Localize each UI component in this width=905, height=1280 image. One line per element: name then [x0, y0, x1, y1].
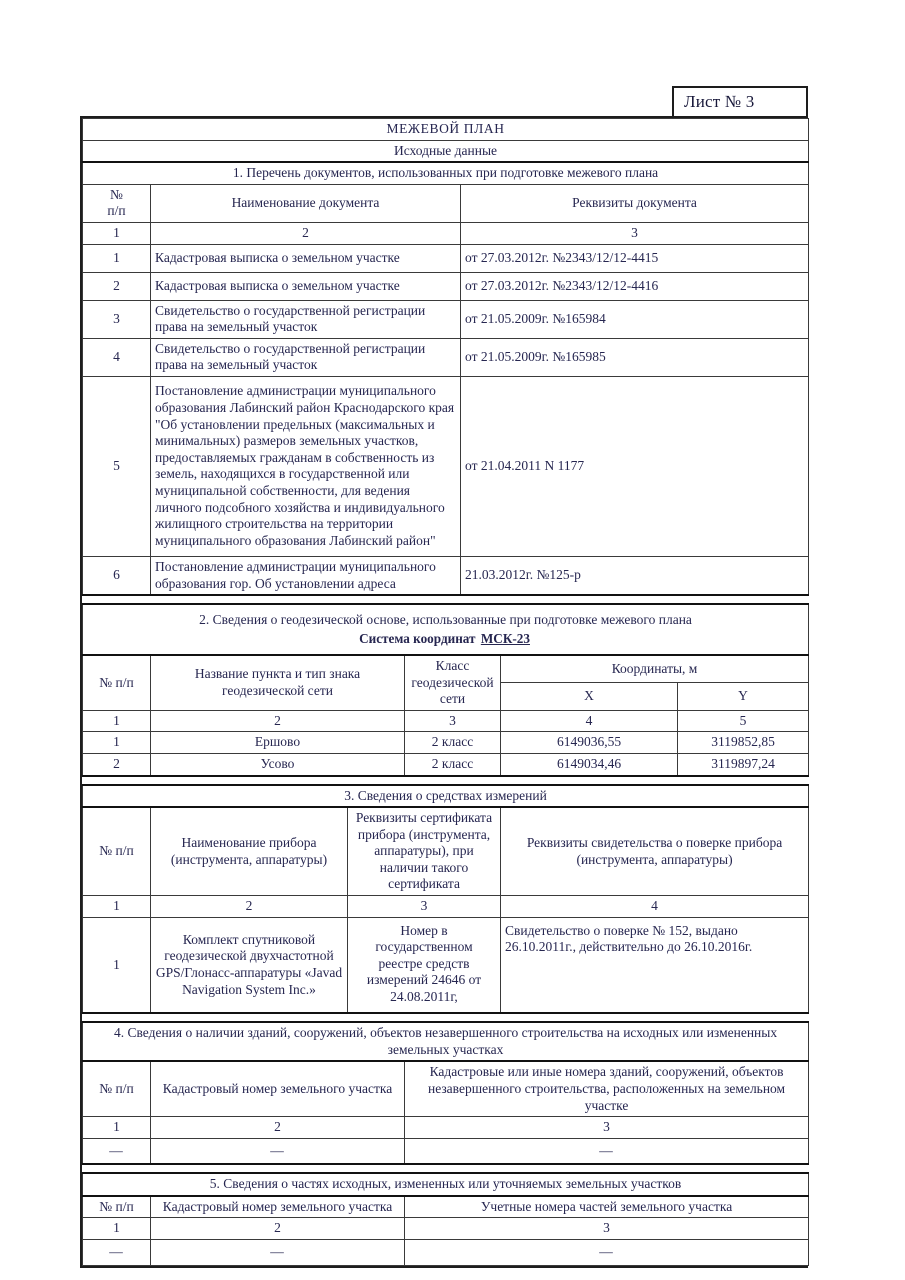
section1-row4-no: 4 — [83, 338, 151, 376]
coordinate-system-label: Система координат — [359, 630, 476, 646]
section2-colnum-row — [83, 710, 809, 732]
document-subtitle-row — [83, 140, 809, 162]
page-title: МЕЖЕВОЙ ПЛАН — [83, 119, 809, 141]
section2-row1-x: 6149036,55 — [501, 732, 678, 754]
section1-col-no-line2: п/п — [107, 203, 126, 219]
section2-row2-point: Усово — [151, 753, 405, 775]
section2-row2-no: 2 — [83, 753, 151, 775]
section1-colnum-3: 3 — [461, 222, 809, 244]
section2-col-y-header: Y — [678, 683, 809, 710]
section-divider — [83, 1164, 809, 1173]
section3-colnum-3: 3 — [348, 896, 501, 918]
section3-col-no-header: № п/п — [83, 807, 151, 895]
section1-row1-name: Кадастровая выписка о земельном участке — [151, 244, 461, 272]
table-row — [83, 300, 809, 338]
section1-row3-no: 3 — [83, 300, 151, 338]
section1-row6-no: 6 — [83, 556, 151, 595]
table-row — [83, 1240, 809, 1266]
section1-row3-name: Свидетельство о государственной регистрации права на земельный участок — [151, 300, 461, 338]
section1-colnum-2: 2 — [151, 222, 461, 244]
section3-colnum-2: 2 — [151, 896, 348, 918]
section2-colnum-4: 4 — [501, 710, 678, 732]
section5-row1-no: — — [83, 1240, 151, 1266]
section5-colnum-2: 2 — [151, 1218, 405, 1240]
section1-colnum-row — [83, 222, 809, 244]
table-row — [83, 376, 809, 556]
section4-col-objects-header: Кадастровые или иные номера зданий, сооружений, объектов незавершенного строительства, расположенных на земельном участке — [405, 1061, 809, 1116]
table-row — [83, 732, 809, 754]
section3-col-cert-header: Реквизиты сертификата прибора (инструмента, аппаратуры), при наличии такого сертификата — [348, 807, 501, 895]
document-title-row — [83, 119, 809, 141]
section2-row1-y: 3119852,85 — [678, 732, 809, 754]
section4-title-row — [83, 1022, 809, 1061]
section5-colnum-3: 3 — [405, 1218, 809, 1240]
section1-row5-name: Постановление администрации муниципального образования Лабинский район Краснодарского края "Об установлении предельных (максимальных и минимальных) размеров земельных участков, предоставляемых гражданам в собственность из земель, находящихся в государственной или муниципальной собственности, для ведения личного подсобного хозяйства и индивидуального жилищного строительства на территории муниципального образования Лабинский район" — [151, 376, 461, 556]
section2-col-no-header: № п/п — [83, 655, 151, 710]
section2-colnum-3: 3 — [405, 710, 501, 732]
section1-title-row — [83, 162, 809, 184]
section2-row2-class: 2 класс — [405, 753, 501, 775]
table-row — [83, 917, 809, 1013]
section5-row1-cadastral: — — [151, 1240, 405, 1266]
section1-col-no-header — [83, 184, 151, 222]
section2-colnum-2: 2 — [151, 710, 405, 732]
section2-col-coords-header: Координаты, м — [501, 655, 809, 683]
section1-row3-req: от 21.05.2009г. №165984 — [461, 300, 809, 338]
section2-col-point-header: Название пункта и тип знака геодезической сети — [151, 655, 405, 710]
section2-row2-x: 6149034,46 — [501, 753, 678, 775]
document-table — [82, 118, 809, 1266]
section1-title: 1. Перечень документов, использованных при подготовке межевого плана — [83, 162, 809, 184]
section5-col-no-header: № п/п — [83, 1196, 151, 1218]
table-row — [83, 753, 809, 775]
section1-row6-name: Постановление администрации муниципального образования гор. Об установлении адреса — [151, 556, 461, 595]
section2-col-class-header: Класс геодезической сети — [405, 655, 501, 710]
section2-row2-y: 3119897,24 — [678, 753, 809, 775]
table-row — [83, 338, 809, 376]
section5-col-parts-header: Учетные номера частей земельного участка — [405, 1196, 809, 1218]
section4-row1-cadastral: — — [151, 1138, 405, 1164]
section3-col-verify-header: Реквизиты свидетельства о поверке прибора (инструмента, аппаратуры) — [501, 807, 809, 895]
section5-header-row — [83, 1196, 809, 1218]
section1-row1-no: 1 — [83, 244, 151, 272]
section4-colnum-2: 2 — [151, 1117, 405, 1139]
section1-row1-req: от 27.03.2012г. №2343/12/12-4415 — [461, 244, 809, 272]
section3-row1-verify: Свидетельство о поверке № 152, выдано 26.10.2011г., действительно до 26.10.2016г. — [501, 917, 809, 1013]
section3-colnum-row — [83, 896, 809, 918]
sheet-number-box — [672, 86, 808, 118]
section2-row1-point: Ершово — [151, 732, 405, 754]
section1-col-name-header: Наименование документа — [151, 184, 461, 222]
section3-row1-device: Комплект спутниковой геодезической двухчастотной GPS/Глонасс-аппаратуры «Javad Navigation System Inc.» — [151, 917, 348, 1013]
section3-colnum-4: 4 — [501, 896, 809, 918]
section3-row1-no: 1 — [83, 917, 151, 1013]
section5-colnum-1: 1 — [83, 1218, 151, 1240]
section2-row1-no: 1 — [83, 732, 151, 754]
coordinate-system — [93, 631, 798, 647]
section1-col-req-header: Реквизиты документа — [461, 184, 809, 222]
section2-colnum-1: 1 — [83, 710, 151, 732]
section1-row4-name: Свидетельство о государственной регистрации права на земельный участок — [151, 338, 461, 376]
section1-row2-req: от 27.03.2012г. №2343/12/12-4416 — [461, 272, 809, 300]
coordinate-system-value: МСК-23 — [480, 630, 530, 646]
section1-header-row — [83, 184, 809, 222]
main-document-frame — [80, 116, 808, 1268]
section1-row5-req: от 21.04.2011 N 1177 — [461, 376, 809, 556]
section1-row2-name: Кадастровая выписка о земельном участке — [151, 272, 461, 300]
section2-header-row — [83, 655, 809, 683]
section4-row1-objects: — — [405, 1138, 809, 1164]
page-subtitle: Исходные данные — [83, 140, 809, 162]
section5-title: 5. Сведения о частях исходных, измененных или уточняемых земельных участков — [83, 1173, 809, 1196]
section1-row4-req: от 21.05.2009г. №165985 — [461, 338, 809, 376]
section4-colnum-row — [83, 1117, 809, 1139]
section5-col-cadastral-header: Кадастровый номер земельного участка — [151, 1196, 405, 1218]
section1-row2-no: 2 — [83, 272, 151, 300]
section2-col-x-header: X — [501, 683, 678, 710]
table-row — [83, 272, 809, 300]
section4-title: 4. Сведения о наличии зданий, сооружений, объектов незавершенного строительства на исходных или измененных земельных участках — [83, 1022, 809, 1061]
section2-colnum-5: 5 — [678, 710, 809, 732]
section-divider — [83, 1013, 809, 1022]
section4-header-row — [83, 1061, 809, 1116]
table-row — [83, 244, 809, 272]
section5-row1-parts: — — [405, 1240, 809, 1266]
section3-title: 3. Сведения о средствах измерений — [83, 785, 809, 808]
section2-title-row — [83, 604, 809, 655]
section2-row1-class: 2 класс — [405, 732, 501, 754]
section-divider — [83, 776, 809, 785]
section3-header-row — [83, 807, 809, 895]
table-row — [83, 556, 809, 595]
section1-col-no-line1: № — [110, 186, 123, 202]
section4-col-no-header: № п/п — [83, 1061, 151, 1116]
section4-col-cadastral-header: Кадастровый номер земельного участка — [151, 1061, 405, 1116]
section3-col-device-header: Наименование прибора (инструмента, аппаратуры) — [151, 807, 348, 895]
section1-colnum-1: 1 — [83, 222, 151, 244]
section2-title: 2. Сведения о геодезической основе, использованные при подготовке межевого плана — [199, 612, 692, 628]
section4-colnum-3: 3 — [405, 1117, 809, 1139]
section-divider — [83, 595, 809, 604]
section4-row1-no: — — [83, 1138, 151, 1164]
section3-row1-cert: Номер в государственном реестре средств измерений 24646 от 24.08.2011г, — [348, 917, 501, 1013]
table-row — [83, 1138, 809, 1164]
section3-colnum-1: 1 — [83, 896, 151, 918]
section5-colnum-row — [83, 1218, 809, 1240]
section4-colnum-1: 1 — [83, 1117, 151, 1139]
section5-title-row — [83, 1173, 809, 1196]
section1-row5-no: 5 — [83, 376, 151, 556]
section1-row6-req: 21.03.2012г. №125-р — [461, 556, 809, 595]
section3-title-row — [83, 785, 809, 808]
sheet-number-label: Лист № 3 — [684, 92, 755, 111]
